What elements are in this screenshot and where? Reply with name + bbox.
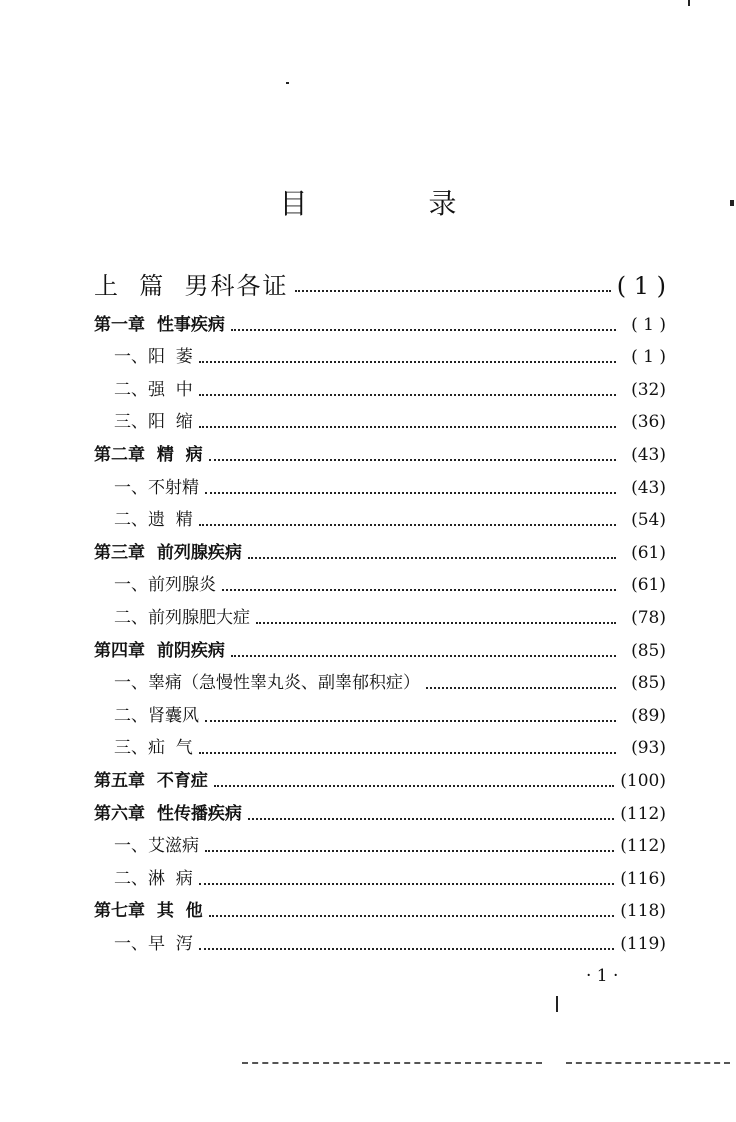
toc-entry-label: 上 篇 男科各证 bbox=[94, 272, 289, 300]
toc-page-number: (100) bbox=[620, 770, 666, 791]
toc-page-number: (61) bbox=[631, 542, 666, 563]
toc-page-number: ( 1 ) bbox=[631, 314, 666, 335]
toc-entry bbox=[94, 335, 666, 368]
toc-entry-label: 一、不射精 bbox=[114, 477, 199, 498]
toc-entry-label: 第一章 性事疾病 bbox=[94, 314, 225, 335]
toc-entry bbox=[94, 693, 666, 726]
toc-entry-label: 一、前列腺炎 bbox=[114, 575, 216, 596]
toc-page-number: (78) bbox=[631, 607, 666, 628]
toc-leader-dots bbox=[199, 752, 616, 754]
toc-page-number: (43) bbox=[631, 477, 666, 498]
toc-entry-label: 二、肾囊风 bbox=[114, 705, 199, 726]
toc-page-number: (36) bbox=[631, 412, 666, 433]
toc-entry-label: 第二章 精 病 bbox=[94, 444, 203, 465]
scan-speck bbox=[730, 200, 734, 206]
toc-leader-dots bbox=[199, 426, 616, 428]
toc-entry-label: 二、遗 精 bbox=[114, 510, 193, 531]
toc-leader-dots bbox=[199, 361, 616, 363]
toc-entry-label: 一、早 泻 bbox=[114, 933, 193, 954]
toc-entry-label: 一、艾滋病 bbox=[114, 836, 199, 857]
scan-speck bbox=[688, 0, 690, 6]
toc-entry bbox=[94, 530, 666, 563]
toc-page-number: (118) bbox=[620, 901, 666, 922]
toc-entry bbox=[94, 628, 666, 661]
toc-entry-label: 二、淋 病 bbox=[114, 868, 193, 889]
toc-leader-dots bbox=[205, 492, 616, 494]
toc-page-number: (85) bbox=[631, 640, 666, 661]
toc-leader-dots bbox=[209, 459, 616, 461]
toc-page-number: (54) bbox=[631, 510, 666, 531]
toc-entry-label: 二、强 中 bbox=[114, 379, 193, 400]
toc-page-number: (89) bbox=[631, 705, 666, 726]
toc-entry bbox=[94, 758, 666, 791]
toc-entry bbox=[94, 856, 666, 889]
toc-page-number: (43) bbox=[631, 444, 666, 465]
toc-entry bbox=[94, 432, 666, 465]
toc-leader-dots bbox=[248, 818, 614, 820]
toc-entry-label: 一、睾痛（急慢性睾丸炎、副睾郁积症） bbox=[114, 673, 420, 694]
toc-entry-label: 二、前列腺肥大症 bbox=[114, 607, 250, 628]
toc-leader-dots bbox=[222, 589, 616, 591]
page-title: 目 录 bbox=[279, 187, 513, 220]
toc-entry bbox=[94, 595, 666, 628]
scan-edge-line bbox=[566, 1062, 730, 1065]
toc-entry bbox=[94, 498, 666, 531]
page-folio: · 1 · bbox=[586, 966, 619, 986]
toc-entry-label: 一、阳 萎 bbox=[114, 347, 193, 368]
toc-leader-dots bbox=[256, 622, 616, 624]
toc-leader-dots bbox=[199, 948, 614, 950]
toc-leader-dots bbox=[214, 785, 614, 787]
toc-leader-dots bbox=[199, 524, 616, 526]
scan-speck bbox=[286, 82, 289, 84]
toc-entry-label: 三、疝 气 bbox=[114, 738, 193, 759]
table-of-contents bbox=[94, 270, 666, 954]
toc-leader-dots bbox=[231, 655, 616, 657]
toc-page-number: ( 1 ) bbox=[631, 347, 666, 368]
toc-leader-dots bbox=[205, 720, 616, 722]
toc-page-number: (112) bbox=[620, 803, 666, 824]
toc-page-number: (32) bbox=[631, 379, 666, 400]
toc-page-number: (112) bbox=[620, 836, 666, 857]
toc-page-number: (93) bbox=[631, 738, 666, 759]
toc-leader-dots bbox=[295, 290, 611, 292]
toc-page-number: (116) bbox=[620, 868, 666, 889]
toc-leader-dots bbox=[199, 883, 614, 885]
toc-leader-dots bbox=[205, 850, 614, 852]
toc-page-number: (61) bbox=[631, 575, 666, 596]
scan-speck bbox=[556, 996, 558, 1012]
toc-entry bbox=[94, 270, 666, 300]
toc-leader-dots bbox=[426, 687, 616, 689]
toc-entry-label: 第六章 性传播疾病 bbox=[94, 803, 242, 824]
toc-entry-label: 第四章 前阴疾病 bbox=[94, 640, 225, 661]
toc-entry bbox=[94, 661, 666, 694]
toc-leader-dots bbox=[248, 557, 616, 559]
toc-entry-label: 第七章 其 他 bbox=[94, 901, 203, 922]
toc-entry bbox=[94, 465, 666, 498]
toc-entry bbox=[94, 824, 666, 857]
toc-entry bbox=[94, 889, 666, 922]
toc-entry-label: 第三章 前列腺疾病 bbox=[94, 542, 242, 563]
toc-leader-dots bbox=[231, 329, 616, 331]
toc-page-number: (119) bbox=[620, 933, 666, 954]
toc-entry-label: 三、阳 缩 bbox=[114, 412, 193, 433]
toc-page-number: ( 1 ) bbox=[616, 272, 666, 300]
toc-entry bbox=[94, 921, 666, 954]
toc-entry bbox=[94, 563, 666, 596]
toc-entry bbox=[94, 791, 666, 824]
toc-leader-dots bbox=[209, 915, 615, 917]
toc-entry-label: 第五章 不育症 bbox=[94, 770, 208, 791]
toc-entry bbox=[94, 367, 666, 400]
toc-leader-dots bbox=[199, 394, 616, 396]
toc-page-number: (85) bbox=[631, 673, 666, 694]
toc-entry bbox=[94, 400, 666, 433]
scan-edge-line bbox=[242, 1062, 542, 1065]
toc-entry bbox=[94, 726, 666, 759]
toc-entry bbox=[94, 302, 666, 335]
